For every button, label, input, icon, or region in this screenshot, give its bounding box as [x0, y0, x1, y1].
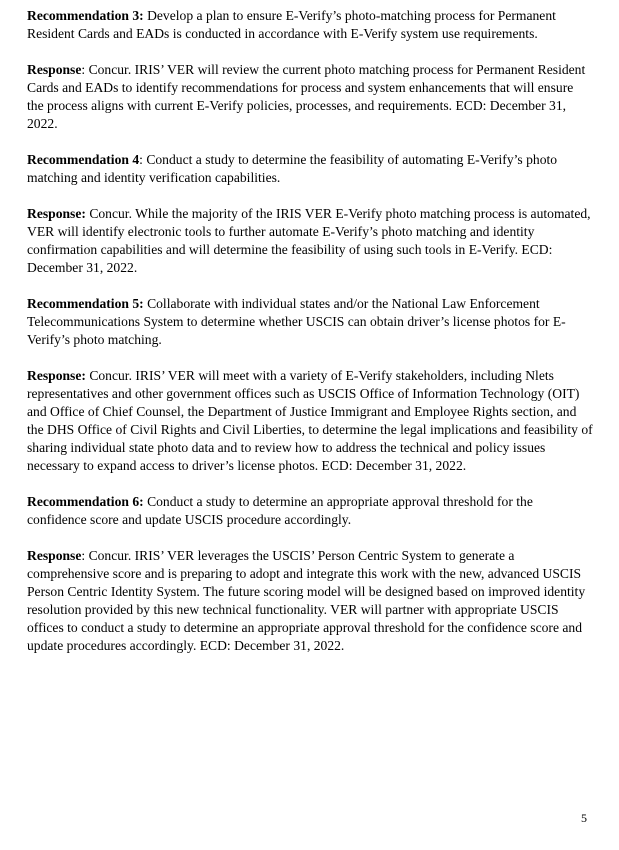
response-4-text: Concur. While the majority of the IRIS VER E-Verify photo matching process is automated, VER will identify electronic tools to further automate E-Verify’s photo matching and identity confirmation capabilities and will determine the feasibility of using such tools in E-Verify. ECD: December 31, 2022.: [27, 206, 591, 275]
response-5-heading: Response:: [27, 368, 86, 383]
response-3-text: : Concur. IRIS’ VER will review the current photo matching process for Permanent Resident Cards and EADs to identify recommendations for process and system enhancements that will ensure the process aligns with current E-Verify policies, processes, and requirements. ECD: December 31, 2022.: [27, 62, 586, 131]
recommendation-4: [27, 151, 593, 187]
recommendation-3-text: Develop a plan to ensure E-Verify’s photo-matching process for Permanent Resident Cards and EADs is conducted in accordance with E-Verify system use requirements.: [27, 8, 556, 41]
recommendation-3-heading: Recommendation 3:: [27, 8, 144, 23]
response-6-text: : Concur. IRIS’ VER leverages the USCIS’ Person Centric System to generate a comprehensive score and is preparing to adopt and integrate this work with the new, advanced USCIS Person Centric Identity System. The future scoring model will be designed based on improved identity resolution provided by this new technical functionality. VER will partner with appropriate USCIS offices to conduct a study to determine an appropriate approval threshold for the confidence score and update procedures accordingly. ECD: December 31, 2022.: [27, 548, 586, 653]
recommendation-5-heading: Recommendation 5:: [27, 296, 144, 311]
response-4: [27, 205, 593, 277]
recommendation-5: [27, 295, 593, 349]
recommendation-4-heading: Recommendation 4: [27, 152, 140, 167]
recommendation-5-text: Collaborate with individual states and/or the National Law Enforcement Telecommunications System to determine whether USCIS can obtain driver’s license photos for E-Verify’s photo matching.: [27, 296, 566, 347]
response-3: [27, 61, 593, 133]
response-6: [27, 547, 593, 655]
response-6-heading: Response: [27, 548, 82, 563]
recommendation-6-text: Conduct a study to determine an appropriate approval threshold for the confidence score and update USCIS procedure accordingly.: [27, 494, 533, 527]
response-5-text: Concur. IRIS’ VER will meet with a variety of E-Verify stakeholders, including Nlets representatives and other government offices such as USCIS Office of Information Technology (OIT) and Office of Chief Counsel, the Department of Justice Immigrant and Employee Rights section, and the DHS Office of Civil Rights and Civil Liberties, to determine the legal implications and feasibility of sharing individual state photo data and to review how to address the technical and policy issues necessary to expand access to driver’s license photos. ECD: December 31, 2022.: [27, 368, 593, 473]
recommendation-4-text: : Conduct a study to determine the feasibility of automating E-Verify’s photo matching and identity verification capabilities.: [27, 152, 558, 185]
page-number: 5: [581, 811, 587, 825]
document-body: [27, 7, 593, 673]
recommendation-6-heading: Recommendation 6:: [27, 494, 144, 509]
response-4-heading: Response:: [27, 206, 86, 221]
response-3-heading: Response: [27, 62, 82, 77]
recommendation-3: [27, 7, 593, 43]
response-5: [27, 367, 593, 475]
recommendation-6: [27, 493, 593, 529]
